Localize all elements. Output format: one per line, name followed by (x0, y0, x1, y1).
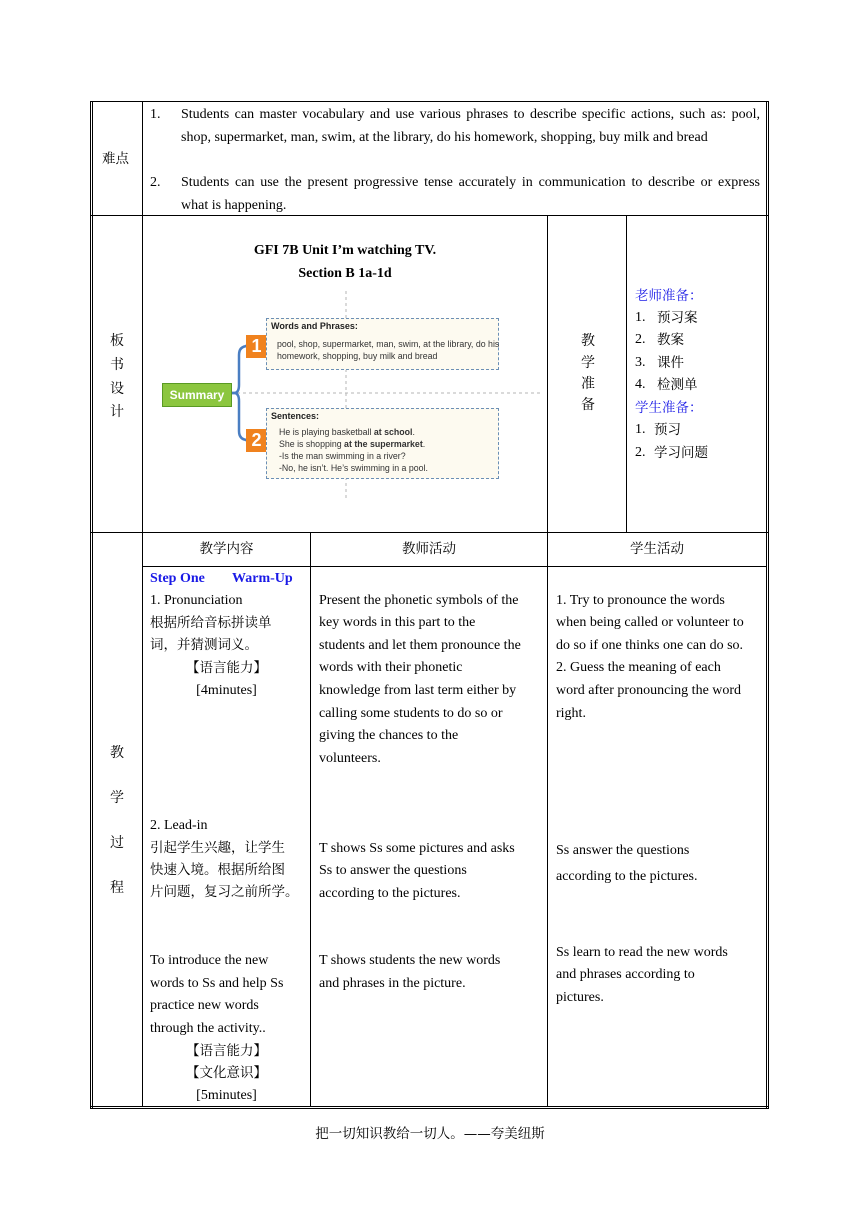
difficulty-label: 难点 (102, 151, 129, 167)
process-label-char: 教 (110, 745, 124, 761)
footer-quote: 把一切知识教给一切人。——夸美纽斯 (315, 1126, 545, 1142)
intro-line: words to Ss and help Ss (150, 976, 284, 991)
board-label-char: 计 (110, 404, 124, 420)
branch-2-line: -Is the man swimming in a river? (279, 451, 406, 461)
board-label-char: 书 (110, 357, 124, 373)
student-prep-num: 2. (635, 445, 646, 460)
pronunciation-cn: 词，并猜测词义。 (150, 637, 258, 653)
board-title: GFI 7B Unit I’m watching TV. (253, 243, 437, 258)
student-activity-2: Ss answer the questions (556, 843, 690, 858)
step-one-label: Step One (150, 571, 205, 586)
student-activity-1: 2. Guess the meaning of each (556, 660, 721, 675)
process-label-char: 学 (110, 790, 124, 806)
student-activity-3: pictures. (556, 990, 604, 1005)
student-activity-1: 1. Try to pronounce the words (556, 593, 725, 608)
lead-in-title: 2. Lead-in (150, 818, 208, 833)
branch-2-line: She is shopping at the supermarket. (279, 439, 426, 449)
student-activity-3: and phrases according to (556, 967, 695, 982)
board-label-char: 板 (110, 333, 124, 349)
difficulty-item-2-text: Students can use the present progressive tense accurately in communication to describe or express what is happening. (181, 175, 760, 213)
teacher-activity-2: according to the pictures. (319, 886, 461, 901)
teacher-prep-heading: 老师准备： (635, 288, 703, 304)
teacher-prep-num: 1. (635, 310, 646, 325)
difficulty-item-2-num: 2. (150, 175, 161, 190)
branch-1-heading: Words and Phrases: (271, 321, 358, 331)
teacher-activity-1: Present the phonetic symbols of the (319, 593, 519, 608)
teacher-activity-1: calling some students to do so or (319, 706, 503, 721)
pronunciation-title: 1. Pronunciation (150, 593, 243, 608)
branch-1-number: 1 (246, 335, 267, 358)
student-prep-item: 预习 (654, 422, 681, 438)
pronunciation-cn: 根据所给音标拼读单 (150, 615, 272, 631)
header-teacher: 教师活动 (402, 541, 456, 557)
board-subtitle: Section B 1a-1d (298, 266, 392, 281)
teacher-prep-item: 检测单 (657, 377, 698, 393)
prep-label-char: 准 (581, 376, 595, 392)
branch-2-line: -No, he isn’t. He’s swimming in a pool. (279, 463, 428, 473)
intro-tag: 【文化意识】 (186, 1065, 267, 1081)
student-prep-heading: 学生准备： (635, 400, 703, 416)
student-prep-num: 1. (635, 422, 646, 437)
student-prep-item: 学习问题 (654, 445, 708, 461)
difficulty-item-1-num: 1. (150, 107, 161, 122)
teacher-activity-2: Ss to answer the questions (319, 863, 467, 878)
intro-time: [5minutes] (196, 1088, 257, 1103)
pronunciation-time: [4minutes] (196, 683, 257, 698)
student-activity-1: word after pronouncing the word (556, 683, 742, 698)
student-activity-3: Ss learn to read the new words (556, 945, 728, 960)
teacher-prep-item: 预习案 (657, 310, 698, 326)
intro-tag: 【语言能力】 (186, 1043, 267, 1059)
difficulty-item-1-text: Students can master vocabulary and use various phrases to describe specific actions, such as: pool, shop, supermarket, man, swim, at the library, do his homework, shopping, buy milk and bread (181, 107, 760, 145)
process-label-char: 程 (110, 880, 124, 896)
teacher-prep-item: 课件 (657, 355, 684, 371)
header-student: 学生活动 (630, 541, 684, 557)
teacher-activity-1: giving the chances to the (319, 728, 459, 743)
lead-in-cn: 片问题，复习之前所学。 (150, 884, 299, 900)
teacher-prep-num: 3. (635, 355, 646, 370)
student-activity-2: according to the pictures. (556, 869, 698, 884)
teacher-activity-1: volunteers. (319, 751, 381, 766)
student-activity-1: when being called or volunteer to (556, 615, 744, 630)
student-activity-1: do so if one thinks one can do so. (556, 638, 744, 653)
teacher-prep-num: 2. (635, 332, 646, 347)
teacher-prep-item: 教案 (657, 332, 684, 348)
teacher-prep-num: 4. (635, 377, 646, 392)
lead-in-cn: 引起学生兴趣，让学生 (150, 840, 285, 856)
teacher-activity-1: knowledge from last term either by (319, 683, 517, 698)
teacher-activity-3: and phrases in the picture. (319, 976, 466, 991)
pronunciation-tag: 【语言能力】 (186, 660, 267, 676)
header-content: 教学内容 (199, 541, 254, 557)
intro-line: practice new words (150, 998, 259, 1013)
board-label-char: 设 (110, 381, 124, 397)
student-activity-1: right. (556, 706, 586, 721)
process-label-char: 过 (110, 835, 124, 851)
teacher-activity-2: T shows Ss some pictures and asks (319, 841, 515, 856)
lead-in-cn: 快速入境。根据所给图 (150, 862, 285, 878)
teacher-activity-1: key words in this part to the (319, 615, 476, 630)
branch-2-line: He is playing basketball at school. (279, 427, 415, 437)
prep-label-char: 备 (581, 397, 595, 413)
prep-label-char: 学 (581, 355, 595, 371)
branch-1-line: pool, shop, supermarket, man, swim, at the library, do his (277, 339, 500, 349)
prep-label-char: 教 (581, 333, 595, 349)
intro-line: To introduce the new (150, 953, 269, 968)
teacher-activity-1: students and let them pronounce the (319, 638, 521, 653)
warm-up-label: Warm-Up (232, 571, 293, 586)
teacher-activity-3: T shows students the new words (319, 953, 501, 968)
intro-line: through the activity.. (150, 1021, 266, 1036)
teacher-activity-1: words with their phonetic (319, 660, 463, 675)
branch-2-number: 2 (246, 429, 267, 452)
branch-2-heading: Sentences: (271, 411, 320, 421)
summary-node: Summary (162, 383, 232, 407)
branch-1-line: homework, shopping, buy milk and bread (277, 351, 438, 361)
